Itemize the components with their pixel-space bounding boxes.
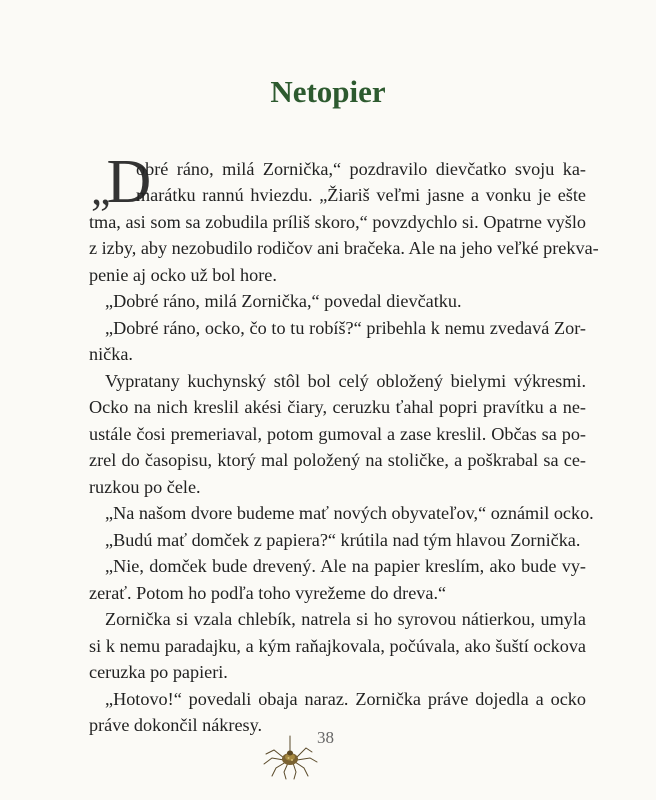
text-line: „Hotovo!“ povedali obaja naraz. Zornička práve dojedla a ocko (105, 689, 586, 709)
text-line: si k nemu paradajku, a kým raňajkovala, počúvala, ako šuští ockova (89, 636, 586, 656)
text-line: ustále čosi premeriaval, potom gumoval a zase kreslil. Občas sa po- (89, 424, 586, 444)
text-line: Vypratany kuchynský stôl bol celý obložený bielymi výkresmi. (105, 371, 586, 391)
text-line: obré ráno, milá Zornička,“ pozdravilo dievčatko svoju ka- (136, 159, 586, 179)
text-line: „Dobré ráno, ocko, čo to tu robíš?“ pribehla k nemu zvedavá Zor- (105, 318, 586, 338)
drop-cap-letter: D (106, 148, 152, 216)
text-line: nička. (89, 344, 133, 364)
page-number: 38 (317, 728, 334, 747)
text-line: ceruzka po papieri. (89, 662, 228, 682)
text-line: „Dobré ráno, milá Zornička,“ povedal dievčatku. (105, 291, 462, 311)
text-line: práve dokončil nákresy. (89, 715, 263, 735)
text-line: Ocko na nich kreslil akési čiary, ceruzku ťahal popri pravítku a ne- (89, 397, 586, 417)
text-line: tma, asi som sa zobudila príliš skoro,“ povzdychlo si. Opatrne vyšlo (89, 212, 586, 232)
drop-cap-quote: „ (91, 165, 111, 214)
text-line: ruzkou po čele. (89, 477, 201, 497)
spider-icon (262, 734, 320, 780)
text-line: penie aj ocko už bol hore. (89, 265, 277, 285)
text-line: „Na našom dvore budeme mať nových obyvateľov,“ oznámil ocko. (105, 503, 594, 523)
text-line: z izby, aby nezobudilo rodičov ani bračeka. Ale na jeho veľké prekva- (89, 238, 599, 258)
page-footer (0, 720, 656, 780)
chapter-title: Netopier (270, 74, 386, 109)
text-line: zrel do časopisu, ktorý mal položený na stoličke, a poškrabal sa ce- (89, 450, 586, 470)
text-line: zerať. Potom ho podľa toho vyrežeme do dreva.“ (89, 583, 447, 603)
text-line: Zornička si vzala chlebík, natrela si ho syrovou nátierkou, umyla (105, 609, 586, 629)
text-line: „Nie, domček bude drevený. Ale na papier kreslím, ako bude vy- (105, 556, 586, 576)
text-line: „Budú mať domček z papiera?“ krútila nad tým hlavou Zornička. (105, 530, 581, 550)
text-line: marátku rannú hviezdu. „Žiariš veľmi jasne a vonku je ešte (136, 185, 586, 205)
